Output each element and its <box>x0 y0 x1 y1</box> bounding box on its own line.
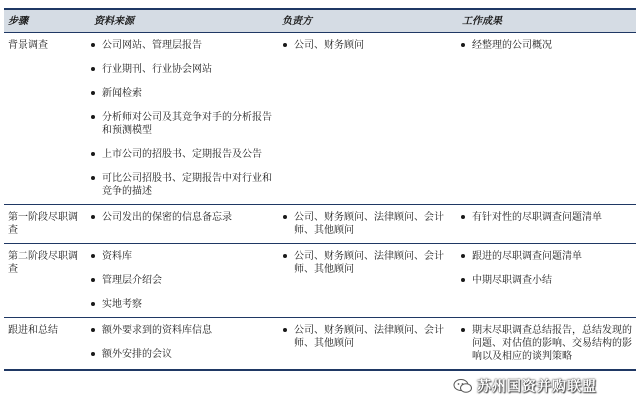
result-text: 有针对性的尽职调查问题清单 <box>472 212 602 223</box>
source-text: 管理层介绍会 <box>102 275 162 286</box>
bullet-icon <box>461 43 465 47</box>
source-text: 额外安排的会议 <box>102 349 172 360</box>
bullet-icon <box>461 254 465 258</box>
list-item <box>84 274 276 287</box>
step-cell: 背景调查 <box>8 40 48 51</box>
bullet-icon <box>91 278 95 282</box>
list-item <box>454 39 636 52</box>
party-list <box>276 205 454 243</box>
bullet-icon <box>91 91 95 95</box>
bullet-icon <box>91 43 95 47</box>
wechat-icon <box>453 378 473 394</box>
party-cell <box>276 318 454 369</box>
bullet-icon <box>91 302 95 306</box>
party-cell <box>276 244 454 317</box>
result-text: 经整理的公司概况 <box>472 40 552 51</box>
bullet-icon <box>91 176 95 180</box>
source-text: 上市公司的招股书、定期报告及公告 <box>102 149 262 160</box>
bullet-icon <box>461 328 465 332</box>
list-item <box>454 250 636 263</box>
list-item <box>84 39 276 52</box>
party-list <box>276 318 454 356</box>
bullet-icon <box>91 254 95 258</box>
table-row <box>4 244 636 318</box>
result-cell <box>454 33 636 204</box>
bullet-icon <box>283 43 287 47</box>
source-list <box>84 205 276 230</box>
party-text: 公司、财务顾问 <box>294 40 364 51</box>
step-cell: 第二阶段尽职调查 <box>8 251 78 275</box>
list-item <box>276 39 454 52</box>
list-item <box>84 148 276 161</box>
step-cell: 跟进和总结 <box>8 325 58 336</box>
list-item <box>454 274 636 287</box>
source-cell <box>84 33 276 204</box>
header-source: 资料来源 <box>94 15 134 27</box>
list-item <box>84 348 276 361</box>
party-list <box>276 244 454 282</box>
watermark-text: 苏州国资并购联盟 <box>477 379 597 395</box>
result-text: 期末尽职调查总结报告，总结发现的问题、对估值的影响、交易结构的影响以及相应的谈判策略 <box>472 325 632 362</box>
bullet-icon <box>91 328 95 332</box>
list-item <box>84 172 276 198</box>
source-list <box>84 33 276 204</box>
bullet-icon <box>461 278 465 282</box>
list-item <box>276 250 454 276</box>
bullet-icon <box>283 254 287 258</box>
source-text: 行业期刊、行业协会网站 <box>102 64 212 75</box>
bullet-icon <box>91 67 95 71</box>
source-text: 实地考察 <box>102 299 142 310</box>
table-row <box>4 318 636 371</box>
list-item <box>84 298 276 311</box>
list-item <box>84 250 276 263</box>
result-cell <box>454 318 636 369</box>
bullet-icon <box>461 215 465 219</box>
list-item <box>454 324 636 363</box>
source-list <box>84 318 276 367</box>
result-list <box>454 318 636 369</box>
list-item <box>84 111 276 137</box>
bullet-icon <box>91 152 95 156</box>
source-cell <box>84 205 276 243</box>
bullet-icon <box>283 328 287 332</box>
list-item <box>84 63 276 76</box>
header-step: 步骤 <box>8 15 28 27</box>
source-text: 分析师对公司及其竞争对手的分析报告和预测模型 <box>102 112 272 136</box>
party-text: 公司、财务顾问、法律顾问、会计师、其他顾问 <box>294 251 444 275</box>
bullet-icon <box>91 115 95 119</box>
list-item <box>84 324 276 337</box>
result-list <box>454 244 636 293</box>
source-text: 额外要求到的资料库信息 <box>102 325 212 336</box>
table-row <box>4 205 636 244</box>
list-item <box>84 211 276 224</box>
bullet-icon <box>91 215 95 219</box>
party-cell <box>276 33 454 204</box>
party-text: 公司、财务顾问、法律顾问、会计师、其他顾问 <box>294 325 444 349</box>
list-item <box>84 87 276 100</box>
party-list <box>276 33 454 58</box>
result-cell <box>454 205 636 243</box>
source-text: 新闻检索 <box>102 88 142 99</box>
watermark <box>453 372 633 400</box>
header-party: 负责方 <box>282 15 312 27</box>
source-text: 资料库 <box>102 251 132 262</box>
source-cell <box>84 318 276 369</box>
table-row <box>4 33 636 205</box>
step-cell: 第一阶段尽职调查 <box>8 212 78 236</box>
party-text: 公司、财务顾问、法律顾问、会计师、其他顾问 <box>294 212 444 236</box>
list-item <box>454 211 636 224</box>
bullet-icon <box>91 352 95 356</box>
result-list <box>454 205 636 230</box>
result-cell <box>454 244 636 317</box>
party-cell <box>276 205 454 243</box>
result-text: 中期尽职调查小结 <box>472 275 552 286</box>
header-result: 工作成果 <box>462 15 502 27</box>
result-list <box>454 33 636 58</box>
source-list <box>84 244 276 317</box>
table-header <box>4 8 636 33</box>
list-item <box>276 211 454 237</box>
source-text: 公司网站、管理层报告 <box>102 40 202 51</box>
source-text: 可比公司招股书、定期报告中对行业和竞争的描述 <box>102 173 272 197</box>
due-diligence-table <box>4 8 636 371</box>
list-item <box>276 324 454 350</box>
source-cell <box>84 244 276 317</box>
bullet-icon <box>283 215 287 219</box>
result-text: 跟进的尽职调查问题清单 <box>472 251 582 262</box>
source-text: 公司发出的保密的信息备忘录 <box>102 212 232 223</box>
